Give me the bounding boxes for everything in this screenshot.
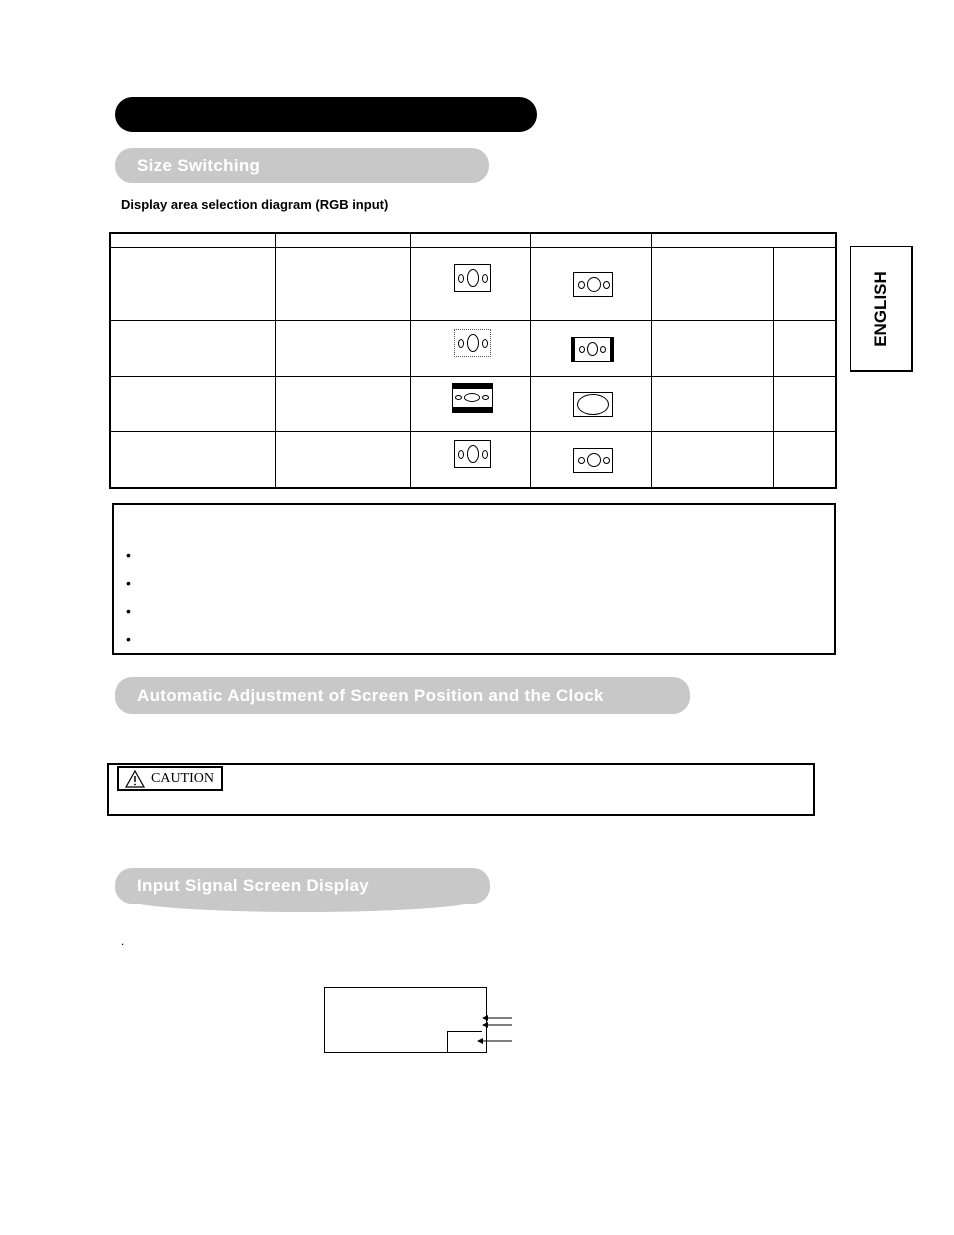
- screen-4x3-icon: [454, 264, 491, 292]
- language-tab-label: ENGLISH: [871, 270, 890, 347]
- table-divider: [651, 234, 652, 487]
- caution-box: [107, 763, 815, 816]
- table-row-divider: [111, 247, 835, 248]
- screen-wide-icon: [573, 272, 613, 297]
- table-row-divider: [111, 376, 835, 377]
- table-divider: [773, 248, 774, 487]
- bullet-icon: •: [126, 547, 131, 563]
- table-divider: [410, 234, 411, 487]
- display-area-table: [109, 232, 837, 489]
- section-header-auto-adjust: [115, 677, 690, 714]
- screen-4x3-icon: [454, 440, 491, 468]
- bullet-icon: •: [126, 631, 131, 647]
- notes-box: [112, 503, 836, 655]
- language-tab: [850, 246, 913, 372]
- table-row-divider: [111, 320, 835, 321]
- chapter-title-bar: [115, 97, 537, 132]
- callout-arrows: [470, 1010, 516, 1050]
- section-header-size-switching: [115, 148, 489, 183]
- caution-label: [117, 766, 223, 791]
- diagram-title: Display area selection diagram (RGB input): [121, 197, 389, 212]
- section-title: Automatic Adjustment of Screen Position and the Clock: [137, 685, 604, 705]
- screen-4x3-icon: [454, 329, 491, 357]
- osd-screen-diagram: [324, 987, 487, 1053]
- table-row-divider: [111, 431, 835, 432]
- bullet-icon: •: [126, 603, 131, 619]
- section-header-input-signal: [115, 868, 490, 904]
- caution-text: CAUTION: [151, 770, 214, 786]
- bullet-icon: •: [126, 575, 131, 591]
- screen-letterbox-icon: [452, 383, 493, 413]
- screen-zoom-icon: [573, 392, 613, 417]
- table-divider: [530, 234, 531, 487]
- dot-mark: .: [121, 934, 125, 948]
- warning-triangle-icon: [125, 770, 145, 788]
- section-title: Size Switching: [137, 155, 261, 175]
- section-title: Input Signal Screen Display: [137, 876, 369, 895]
- screen-wide-icon: [573, 448, 613, 473]
- screen-side-bars-icon: [571, 337, 614, 362]
- table-divider: [275, 234, 276, 487]
